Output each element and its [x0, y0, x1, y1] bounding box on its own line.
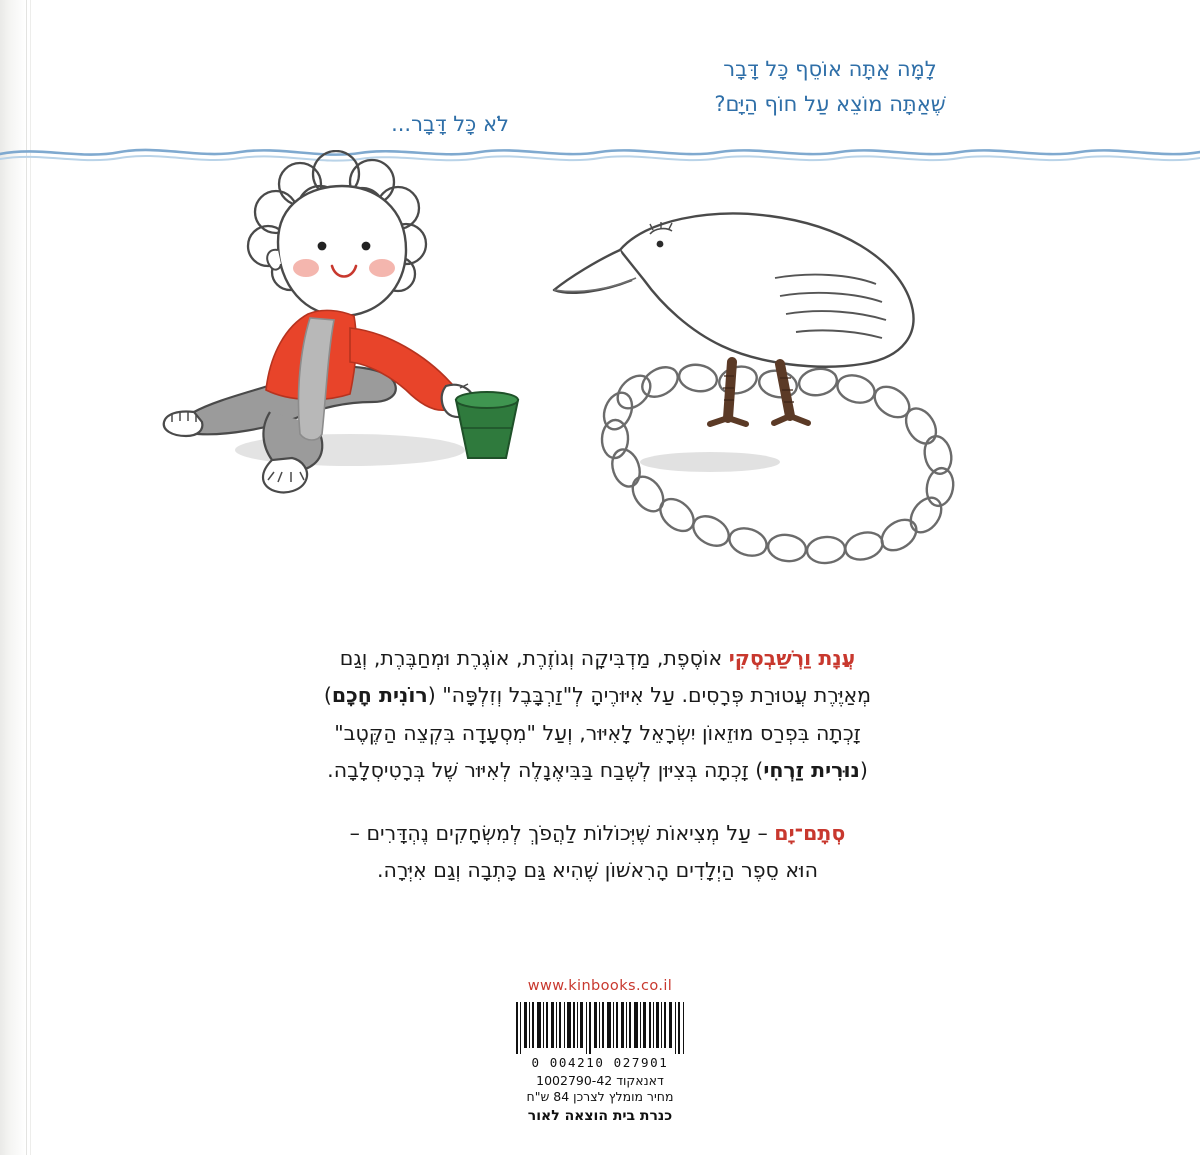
quote-line-1: לָמָּה אַתָּה אוֹסֵף כָּל דָּבָר: [723, 57, 937, 81]
blurb-line3: זָכְתָה בִּפְרַס מוּזֵאוֹן יִשְׂרָאֵל לָאִיּוּר, וְעַל "מִסְעָדָה בִּקְצֵה הַקֶּטֶב": [334, 720, 861, 745]
publisher-name: כנרת בית הוצאה לאור: [527, 1108, 673, 1124]
barcode-block: [505, 1002, 695, 1104]
blurb-line2-b: ): [323, 683, 332, 708]
barcode-image: [512, 1002, 688, 1054]
back-cover-blurb: [145, 640, 1050, 916]
recommended-price: מחיר מומלץ לצרכן 84 ש"ח: [526, 1089, 674, 1104]
green-bucket: [456, 392, 518, 458]
blurb-paragraph-author: [145, 640, 1050, 789]
quote-question: [590, 52, 1070, 121]
cover-illustration: [150, 150, 1050, 620]
barcode-number: 0 004210 027901: [531, 1055, 669, 1070]
author-rest-line1: אוֹסֶפֶת, מַדְבִּיקָה וְגוֹזֶרֶת, אוֹגֶרֶת וּמְחַבֶּרֶת, וְגַם: [339, 646, 729, 670]
bird-figure: [554, 214, 913, 424]
publisher-website[interactable]: www.kinbooks.co.il: [527, 978, 673, 994]
credit-nurit-zarhi: נוּרִית זַרְחִי: [763, 757, 860, 782]
book-title: סְתָם־יָם: [774, 821, 846, 846]
dana-code: דאנאקוד 1002790-42: [536, 1073, 664, 1088]
credit-ronit-hakham: רוֹנִית חָכָם: [331, 683, 428, 708]
author-name: עֲנָת וַרְשַׁבְסְקִי: [728, 646, 856, 670]
book-subtitle-line: – עַל מְצִיאוֹת שֶׁיְּכוֹלוֹת לַהֲפֹךְ לְמִשְׂחָקִים נֶהְדָּרִים –: [349, 821, 775, 846]
blurb-line4-a: (: [859, 757, 868, 782]
blurb-paragraph-book: [145, 815, 1050, 890]
quote-reply: לֹא כָּל דָּבָר...: [391, 112, 509, 136]
quote-line-2: שֶׁאַתָּה מוֹצֵא עַל חוֹף הַיָּם?: [714, 91, 946, 116]
blurb-line2-a: מְאַיֶּרֶת עֲטוּרַת פְּרָסִים. עַל אִיּוּרֶיהָ לְ"זַרְבָּבֶל וְזִלְפָּה" (: [427, 683, 872, 708]
book-description-line: הוּא סֵפֶר הַיְלָדִים הָרִאשׁוֹן שֶׁהִיא גַּם כָּתְבָה וְגַם אִיְּרָה.: [376, 858, 819, 883]
blurb-line4-b: ) זָכְתָה בְּצִיּוּן לְשֶׁבַח בַּבִּיאֶנָלֶה לְאִיּוּר שֶׁל בְּרָטִיסְלָבָה.: [327, 757, 764, 782]
